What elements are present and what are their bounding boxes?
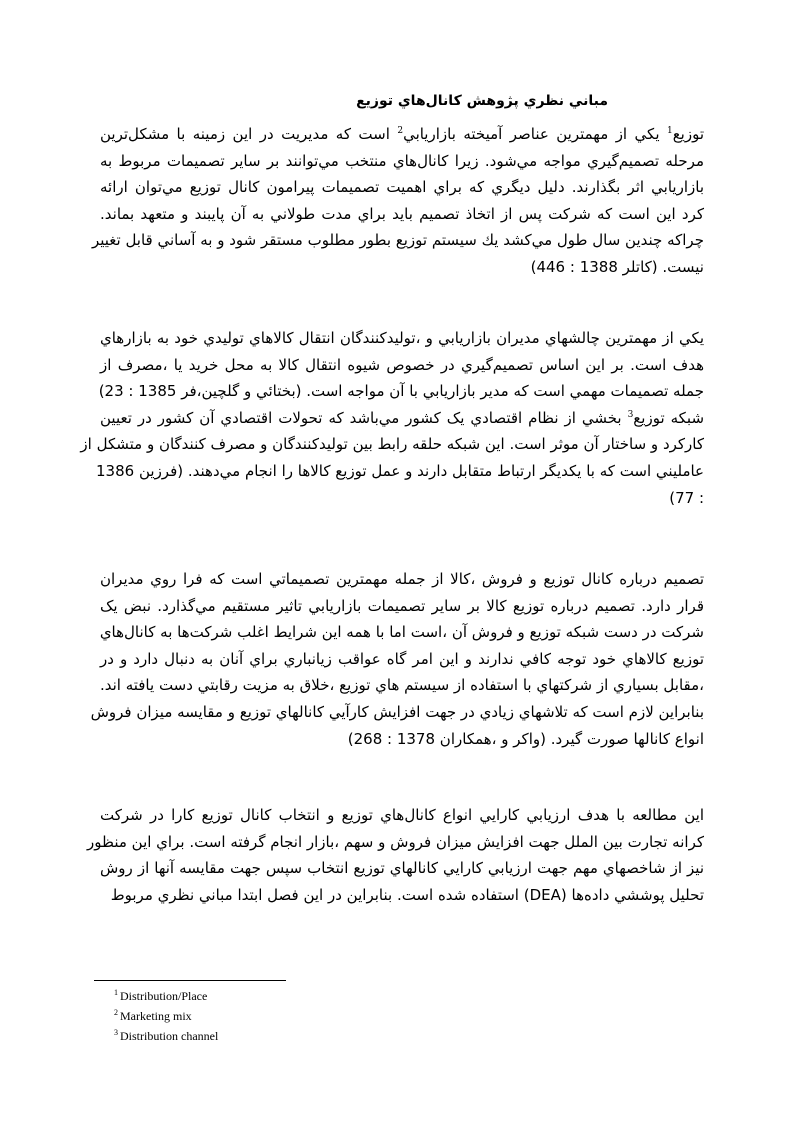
text-line: [100, 148, 704, 175]
footnote-marker: 3: [627, 409, 634, 420]
line-text: شبكه توزيع: [633, 408, 705, 427]
line-text: اين مطالعه با هدف ارزيابي كارايي انواع كانال‌هاي توزيع و انتخاب كانال توزيع كارا در شركت: [100, 806, 704, 824]
footnote-divider: [94, 980, 286, 981]
footnote-marker: 2: [397, 126, 404, 136]
line-text: شرکت در دست شبکه توزيع و فروش آن ،است اما با همه اين شرايط اغلب شرکت‌ها به کانال‌هاي: [99, 623, 704, 642]
line-text: بخشي از نظام اقتصادي يک کشور مي‌باشد که تحولات اقتصادي آن کشور در تعيين: [100, 408, 628, 427]
line-text: تصميم درباره كانال توزيع و فروش ،كالا از جمله مهمترين تصميماتي است كه فرا روي مديران: [100, 570, 704, 588]
line-text: تحليل پوششي داده‌ها (DEA) استفاده شده است. بنابراين در اين فصل ابتدا مباني نظري مربوط: [110, 885, 704, 904]
line-text: بازاريابي اثر بگذارند. دليل ديگري كه براي اهميت تصميمات پيرامون كانال توزيع مي‌توان ارائه: [100, 178, 704, 197]
text-line: [100, 352, 704, 379]
paragraph: [91, 121, 705, 281]
footnote-number: 1: [114, 988, 118, 997]
text-line: [87, 829, 704, 856]
text-line: [100, 882, 704, 909]
line-text: نيز از شاخصهاي مهم جهت ارزيابي كارايي كانالهاي توزيع انتخاب سپس جهت مقايسه آنها از روش: [100, 859, 704, 878]
text-line: [100, 566, 704, 593]
footnote-text: Marketing mix: [120, 1009, 192, 1023]
line-text: ،مقابل بسياري از شرکتهاي با استفاده از سيستم هاي توزيع ،خلاق به مزيت رقابتي دست يافته اند.: [99, 676, 704, 695]
text-line: [100, 174, 704, 201]
line-text: مرحله تصميم‌گيري مواجه مي‌شود. زيرا كانال‌هاي منتخب مي‌توانند بر ساير تصميمات مربوط به: [100, 151, 704, 170]
line-text: : 77): [669, 488, 704, 507]
line-text: بنابراين لازم است كه تلاشهاي زيادي در جهت افزايش كارآيي كانالهاي توزيع و مقايسه ميزان فروش: [90, 702, 704, 721]
text-line: [100, 672, 704, 699]
paragraph: [90, 566, 704, 752]
paragraph: [87, 802, 704, 908]
text-line: [100, 254, 704, 281]
text-line: [100, 855, 704, 882]
line-text: قرار دارد. تصميم درباره توزيع كالا بر ساير تصميمات بازاريابي تاثير مستقيم مي‌گذارد. نبض يک: [100, 596, 704, 615]
line-text: يكي از مهمترين چالشهاي مديران بازاريابي و ،توليدكنندگان انتقال كالاهاي توليدي خود به بازارهاي: [100, 329, 704, 347]
line-text: چراكه چندين سال طول مي‌كشد يك سيستم توزيع بطور مطلوب مستقر شود و به آساني قابل تغيير: [91, 231, 704, 250]
footnote-number: 3: [114, 1028, 118, 1037]
text-line: [100, 593, 704, 620]
text-line: [100, 378, 704, 405]
line-text: است كه مديريت در اين زمينه با مشكل‌ترين: [100, 125, 398, 143]
text-line: [100, 405, 704, 432]
line-text: توزيع كالاهاي خود توجه کافي ندارند و اين امر گاه عواقب زيانباري براي آنان به دنبال دارد و در: [100, 649, 704, 668]
paragraph: [80, 325, 705, 511]
text-line: [90, 699, 704, 726]
line-text: كاركرد و ساختار آن موثر است. اين شبكه حلقه رابط بين توليدكنندگان و مصرف كنندگان و متشكل از: [80, 435, 704, 454]
line-text: هدف است. بر اين اساس تصميم‌گيري در خصوص شيوه انتقال كالا به محل خريد يا ،مصرف از: [100, 355, 704, 374]
text-line: [100, 726, 704, 753]
text-line: [100, 646, 704, 673]
text-line: [100, 201, 704, 228]
text-line: [80, 431, 704, 458]
line-text: انواع كانالها صورت گيرد. (واكر و ،همكاران 1378 : 268): [347, 729, 704, 748]
footnote-text: Distribution channel: [120, 1029, 219, 1043]
line-text: عامليني است كه با يكديگر ارتباط متقابل دارند و عمل توزيع كالاها را انجام مي‌دهند. (فرزين 1386: [96, 461, 704, 480]
footnote-item: [114, 986, 218, 1006]
footnote-number: 2: [114, 1008, 118, 1017]
text-line: [100, 485, 704, 512]
line-text: توزيع: [672, 125, 705, 143]
text-line: [96, 458, 704, 485]
text-line: [100, 802, 704, 829]
line-text: كرانه تجارت بين الملل جهت افزايش ميزان فروش و سهم ،بازار انجام گرفته است. براي اين منظور: [87, 832, 704, 851]
footnote-item: [114, 1006, 218, 1026]
line-text: يكي از مهمترين عناصر آميخته بازاريابي: [403, 125, 667, 143]
line-text: كرد اين است كه شركت پس از اتخاذ تصميم بايد براي مدت طولاني به آن پايبند و متعهد بماند.: [100, 204, 704, 223]
footnote-item: [114, 1026, 218, 1046]
footnote-text: Distribution/Place: [120, 989, 208, 1003]
text-line: [100, 121, 704, 148]
line-text: نيست. (كاتلر 1388 : 446): [530, 257, 704, 276]
text-line: [91, 227, 704, 254]
text-line: [100, 325, 704, 352]
text-line: [100, 619, 704, 646]
footnotes: [114, 986, 218, 1046]
footnote-marker: 1: [666, 126, 673, 136]
section-heading: مباني نظري پژوهش كانال‌هاي توزيع: [356, 93, 608, 109]
line-text: جمله تصميمات مهمي است كه مدير بازاريابي با آن مواجه است. (بختائي و گلچين،فر 1385 : 23): [98, 382, 704, 401]
